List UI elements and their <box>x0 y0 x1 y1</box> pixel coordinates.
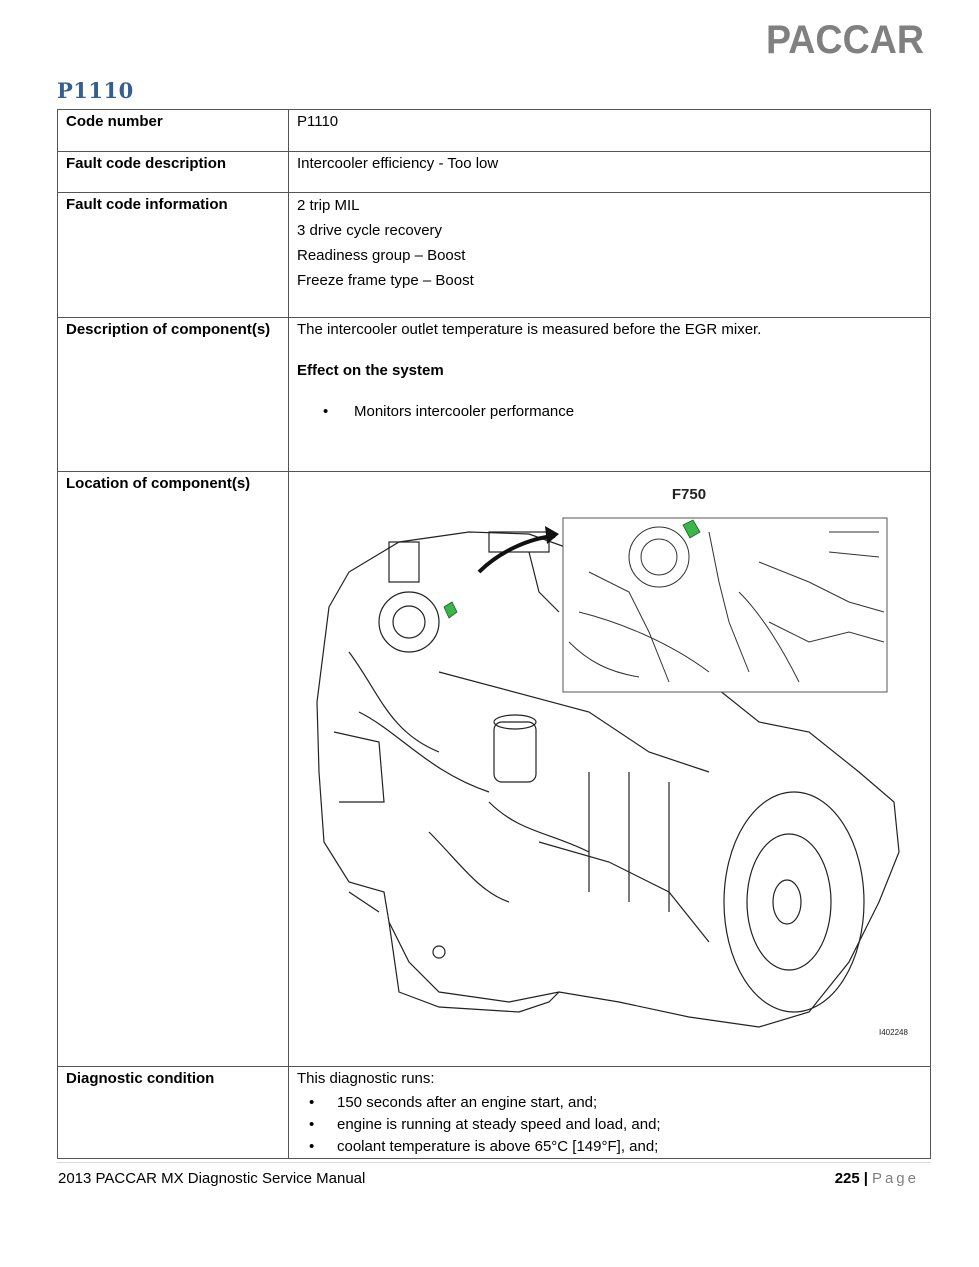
condition-item: • coolant temperature is above 65°C [149°F], and; <box>297 1136 930 1158</box>
diagnostic-intro: This diagnostic runs: <box>297 1070 435 1087</box>
component-description-text: The intercooler outlet temperature is measured before the EGR mixer. <box>297 321 762 338</box>
diagnostic-condition-value <box>289 1067 931 1159</box>
page-indicator <box>835 1170 919 1187</box>
effect-item: • Monitors intercooler performance <box>297 400 930 424</box>
fault-description-value: Intercooler efficiency - Too low <box>289 152 931 193</box>
info-line: Readiness group – Boost <box>297 247 466 264</box>
page-word: Page <box>871 1170 919 1187</box>
sensor-callout: F750 <box>671 486 707 503</box>
diagnostic-condition-label: Diagnostic condition <box>58 1067 289 1159</box>
svg-text:PACCAR: PACCAR <box>766 20 924 56</box>
component-description-label: Description of component(s) <box>58 318 289 472</box>
fault-information-label: Fault code information <box>58 193 289 318</box>
fault-description-label: Fault code description <box>58 152 289 193</box>
engine-illustration <box>289 472 929 1066</box>
effect-list <box>297 400 930 424</box>
page-footer <box>57 1162 931 1193</box>
row-component-location <box>58 472 931 1067</box>
row-diagnostic-condition <box>58 1067 931 1159</box>
fault-information-value <box>289 193 931 318</box>
info-line: 2 trip MIL <box>297 197 360 214</box>
component-description-value <box>289 318 931 472</box>
figure-reference: I402248 <box>879 1028 908 1037</box>
row-fault-information <box>58 193 931 318</box>
code-number-label: Code number <box>58 110 289 152</box>
condition-item: • 150 seconds after an engine start, and; <box>297 1092 930 1114</box>
page-separator: | <box>863 1170 868 1187</box>
page-number: 225 <box>834 1170 860 1187</box>
info-line: 3 drive cycle recovery <box>297 222 443 239</box>
condition-list <box>297 1092 930 1158</box>
condition-item: • engine is running at steady speed and load, and; <box>297 1114 930 1136</box>
engine-figure <box>289 472 929 1066</box>
info-line: Freeze frame type – Boost <box>297 272 474 289</box>
code-number-value: P1110 <box>289 110 931 152</box>
row-component-description <box>58 318 931 472</box>
code-title: P1110 <box>57 78 134 103</box>
row-code-number <box>58 110 931 152</box>
effect-heading: Effect on the system <box>297 362 444 379</box>
fault-code-table <box>57 109 931 1159</box>
paccar-logo <box>766 20 924 56</box>
component-location-label: Location of component(s) <box>58 472 289 1067</box>
manual-title: 2013 PACCAR MX Diagnostic Service Manual <box>58 1170 366 1187</box>
row-fault-description <box>58 152 931 193</box>
component-location-figure-cell <box>289 472 931 1067</box>
